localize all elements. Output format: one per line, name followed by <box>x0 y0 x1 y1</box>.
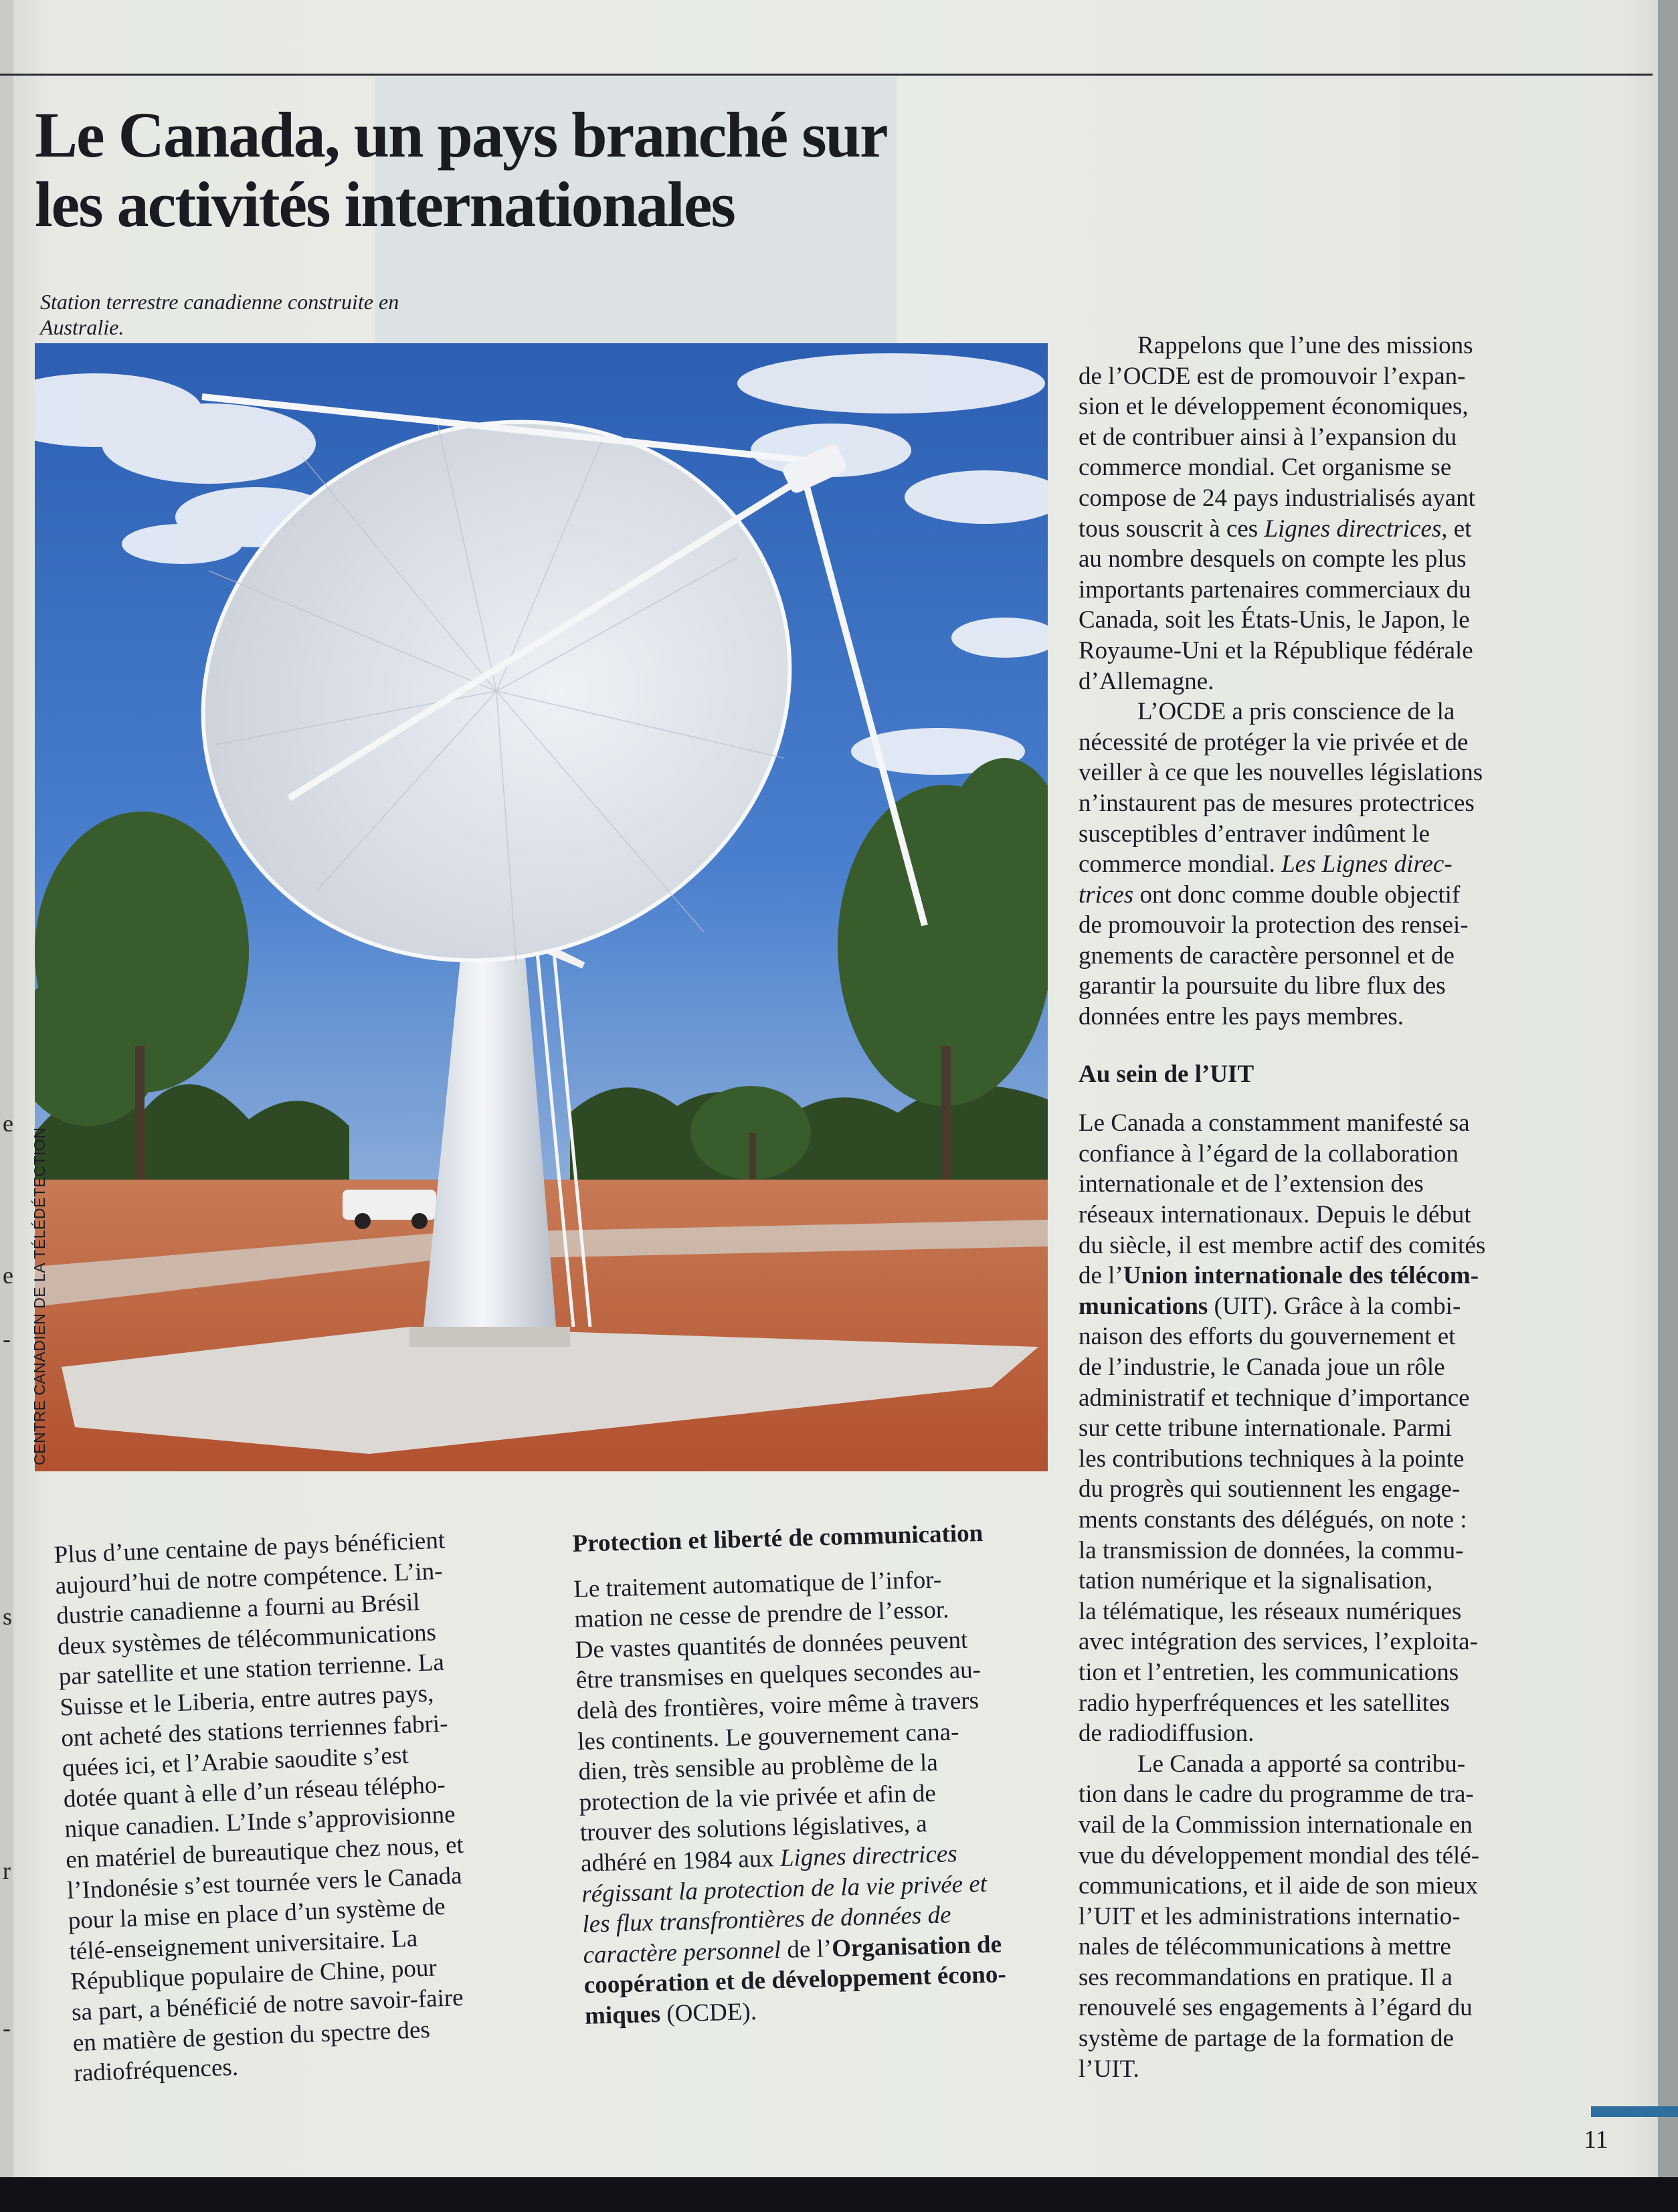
col3-line: communications, et il aide de son mieux <box>1079 1872 1479 1900</box>
col1-line: en matériel de bureautique chez nous, et <box>65 1831 464 1874</box>
col3-line: tation numérique et la signalisation, <box>1079 1567 1433 1595</box>
col3-italic: trices <box>1079 881 1134 909</box>
col1-line: télé-enseignement universitaire. La <box>68 1924 418 1966</box>
col3-text: commerce mondial. <box>1079 850 1282 879</box>
col2-bold: miques <box>584 2000 661 2030</box>
col2-line: De vastes quantités de données peuvent <box>575 1626 968 1664</box>
page: e e - s r - Le Canada, un pays branché sur les activités internationales Station terrestre canadienne construite en Australie. CENTRE CANADIEN DE LA TÉLÉDÉTECTION Plus d’une centaine de pays bénéficient aujourd’hui de notre compétence. L’in- dustrie canadienne a fourni au Brésil deux systèmes de télécommunications par satellite et une station terrienne. La Suisse et le Liberia, entre autres pays, ont acheté des stations terriennes fabri- quées ici, et l’Arabie saoudite s’est dotée quant à elle d’un réseau télépho- nique canadien. L’Inde s’approvisionne en matériel de bureautique chez nous, et l’Indonésie s’est tournée vers le Canada pour la mise en place d’un système de télé-enseignement universitaire. La République populaire de Chine, pour sa part, a bénéficié de notre savoir-faire en matière de gestion du spectre des radiofréquences. Protection et liberté de communication Le traitement automatique de l’infor- mation ne cesse de prendre de l’essor. De vastes quantités de données peuvent être transmises en quelques secondes au- delà des frontières, voire même à travers les continents. Le gouvernement cana- dien, très sensible au problème de la protection de la vie privée et afin de trouver des solutions législatives, a adhéré en 1984 aux Lignes directrices régissant la protection de la vie privée et les flux transfrontières de données de caractère personnel de l’Organisation de coopération et de développement écono- miques (OCDE). Rappelons que l’une des missions de l’OCDE est de promouvoir l’expan- sion et le développement économiques, et de contribuer ainsi à l’expansion du commerce mondial. Cet organisme se compose de 24 pays industrialisés ayant tous souscrit à ces Lignes directrices, et au nombre desquels on compte les plus importants partenaires commerciaux du Canada, soit les États-Unis, le Japon, le Royaume-Uni et la République fédérale d’Allemagne. L’OCDE a pris conscience de la nécessité de protéger la vie privée et de veiller à ce que les nouvelles législations n’instaurent pas de mesures protectrices susceptibles d’entraver indûment le commerce mondial. Les Lignes direc- trices ont donc comme double objectif de promouvoir la protection des rensei- gnements de caractère personnel et de garantir la poursuite du libre flux des données entre les pays membres. Au sein de l’UIT Le Canada a constamment manifesté sa confiance à l’égard de la collaboration internationale et de l’extension des réseaux internationaux. Depuis le début du siècle, il est membre actif des comités de l’Union internationale des télécom- munications (UIT). Grâce à la combi- naison des efforts du gouvernement et de l’industrie, le Canada joue un rôle administratif et technique d’importance sur cette tribune internationale. Parmi les contributions techniques à la pointe du progrès qui soutiennent les engage- ments constants des délégués, on note : la transmission de données, la commu- tation numérique et la signalisation, la télématique, les réseaux numériques avec intégration des services, l’exploita- tion et l’entretien, les communications radio hyperfréquences et les satellites de radiodiffusion. Le Canada a apporté sa contribu- tion dans le cadre du programme de tra- vail de la Commission internationale en vue du développement mondial des télé- communications, et il aide de son mieux l’UIT et les administrations internatio- nales de télécommunications à mettre ses recommandations en pratique. Il a renouvelé ses engagements à l’égard du système de partage de la formation de l’UIT. 11 <box>0 0 1678 2212</box>
col2-line: delà des frontières, voire même à travers <box>576 1687 980 1725</box>
col3-line: renouvelé ses engagements à l’égard du <box>1079 1994 1473 2022</box>
col1-line: nique canadien. L’Inde s’approvisionne <box>64 1801 456 1844</box>
section-heading-uit: Au sein de l’UIT <box>1079 1060 1254 1088</box>
col1-line: Plus d’une centaine de pays bénéficient <box>54 1526 446 1569</box>
col1-line: l’Indonésie s’est tournée vers le Canada <box>66 1861 463 1905</box>
col2-italic: régissant la protection de la vie privée et <box>581 1869 988 1908</box>
col3-line: importants partenaires commerciaux du <box>1079 575 1471 604</box>
col3-line: naison des efforts du gouvernement et <box>1079 1323 1456 1351</box>
col3-italic: Lignes directrices <box>1264 515 1442 543</box>
col3-line: nécessité de protéger la vie privée et de <box>1079 728 1469 756</box>
col3-line: L’OCDE a pris conscience de la <box>1137 698 1455 726</box>
col3-line: la transmission de données, la commu- <box>1079 1536 1464 1564</box>
col2-line: être transmises en quelques secondes au- <box>575 1656 982 1695</box>
col1-line: en matière de gestion du spectre des <box>72 2015 431 2057</box>
col3-line: confiance à l’égard de la collaboration <box>1079 1139 1459 1168</box>
col2-line: les continents. Le gouvernement cana- <box>577 1718 959 1756</box>
col3-line: gnements de caractère personnel et de <box>1079 941 1455 970</box>
col2-line: trouver des solutions législatives, a <box>579 1810 928 1847</box>
col2-line: dien, très sensible au problème de la <box>577 1748 939 1786</box>
title-line-1: Le Canada, un pays branché sur <box>35 99 887 171</box>
col3-line: de l’industrie, le Canada joue un rôle <box>1079 1354 1445 1381</box>
col3-line: Canada, soit les États-Unis, le Japon, le <box>1079 606 1470 634</box>
col3-text: tous souscrit à ces <box>1079 515 1265 543</box>
col3-line: internationale et de l’extension des <box>1079 1170 1424 1198</box>
col1-line: pour la mise en place d’un système de <box>68 1893 446 1935</box>
col3-line: sur cette tribune internationale. Parmi <box>1079 1414 1452 1443</box>
col3-line: ses recommandations en pratique. Il a <box>1079 1963 1453 1991</box>
col3-text: ont donc comme double objectif <box>1133 881 1461 909</box>
col3-line: Rappelons que l’une des missions <box>1137 332 1473 359</box>
col3-text: de l’ <box>1079 1262 1123 1290</box>
col3-line: vue du développement mondial des télé- <box>1079 1841 1480 1869</box>
col2-bold: coopération et de développement écono- <box>583 1960 1007 2000</box>
col1-line: radiofréquences. <box>73 2053 239 2088</box>
col3-line: nales de télécommunications à mettre <box>1079 1933 1451 1961</box>
col3-line: tion dans le cadre du programme de tra- <box>1079 1780 1474 1809</box>
col3-line <box>1079 514 1587 545</box>
col3-line: Le Canada a constamment manifesté sa <box>1079 1109 1470 1137</box>
col3-line: l’UIT et les administrations internatio- <box>1079 1902 1461 1930</box>
col2-bold: Organisation de <box>831 1930 1002 1962</box>
col3-line <box>1079 880 1587 911</box>
col2-italic: les flux transfrontières de données de <box>581 1901 951 1938</box>
section-heading-protection: Protection et liberté de communication <box>572 1519 984 1558</box>
col3-line <box>1079 1291 1587 1322</box>
col3-line: d’Allemagne. <box>1079 667 1214 695</box>
col1-line: République populaire de Chine, pour <box>70 1954 438 1996</box>
col3-line: n’instaurent pas de mesures protectrices <box>1079 789 1475 817</box>
col3-line: de radiodiffusion. <box>1079 1720 1254 1748</box>
photo-credit: CENTRE CANADIEN DE LA TÉLÉDÉTECTION <box>31 1127 48 1465</box>
column-2 <box>572 1516 1073 2031</box>
col2-line: Le traitement automatique de l’infor- <box>573 1566 942 1603</box>
col1-line: dustrie canadienne a fourni au Brésil <box>56 1588 421 1631</box>
col2-italic: Lignes directrices <box>779 1840 958 1872</box>
col3-line: la télématique, les réseaux numériques <box>1079 1597 1462 1625</box>
col2-text: adhéré en 1984 aux <box>580 1844 781 1877</box>
col1-line: aujourd’hui de notre compétence. L’in- <box>54 1557 444 1600</box>
col1-line: dotée quant à elle d’un réseau télépho- <box>63 1770 446 1813</box>
article-title <box>35 100 905 240</box>
page-accent-bar <box>1591 2106 1678 2117</box>
col3-line: veiller à ce que les nouvelles législations <box>1079 759 1483 787</box>
satellite-dish-photo <box>35 343 1048 1471</box>
col1-line: quées ici, et l’Arabie saoudite s’est <box>62 1742 409 1782</box>
photo-caption: Station terrestre canadienne construite en Australie. <box>40 290 399 339</box>
col2-text: de l’ <box>780 1934 832 1964</box>
col2-line: protection de la vie privée et afin de <box>579 1779 937 1817</box>
top-rule <box>0 74 1653 76</box>
col3-line: au nombre desquels on compte les plus <box>1079 545 1467 573</box>
col3-line: radio hyperfréquences et les satellites <box>1079 1689 1450 1717</box>
col3-bold: munications <box>1079 1292 1208 1320</box>
col3-line: données entre les pays membres. <box>1079 1003 1404 1031</box>
col2-line: mation ne cesse de prendre de l’essor. <box>574 1596 949 1634</box>
col3-line: du progrès qui soutiennent les engage- <box>1079 1475 1461 1503</box>
col3-line: administratif et technique d’importance <box>1079 1384 1470 1412</box>
col3-text: (UIT). Grâce à la combi- <box>1208 1292 1461 1320</box>
col3-line: et de contribuer ainsi à l’expansion du <box>1079 423 1457 451</box>
col3-line: garantir la poursuite du libre flux des <box>1079 972 1446 1000</box>
col2-text: (OCDE). <box>660 1997 757 2028</box>
column-1 <box>54 1522 556 2089</box>
col3-line: système de partage de la formation de <box>1079 2025 1454 2053</box>
col2-italic: caractère personnel <box>583 1936 781 1969</box>
col1-line: sa part, a bénéficié de notre savoir-faire <box>71 1983 464 2027</box>
col3-line: avec intégration des services, l’exploita- <box>1079 1628 1478 1656</box>
col3-line: de l’OCDE est de promouvoir l’expan- <box>1079 362 1466 390</box>
col3-line: tion et l’entretien, les communications <box>1079 1658 1459 1686</box>
title-line-2: les activités internationales <box>35 169 735 240</box>
col1-line: ont acheté des stations terriennes fabri- <box>60 1710 449 1752</box>
col3-line: de promouvoir la protection des rensei- <box>1079 911 1469 939</box>
right-page-edge <box>1658 0 1678 2212</box>
col1-line: deux systèmes de télécommunications <box>57 1618 437 1661</box>
col3-line: compose de 24 pays industrialisés ayant <box>1079 484 1475 512</box>
col3-line: ments constants des délégués, on note : <box>1079 1505 1467 1534</box>
col3-line: susceptibles d’entraver indûment le <box>1079 820 1430 848</box>
column-3 <box>1079 331 1587 2084</box>
col3-line: les contributions techniques à la pointe <box>1079 1445 1465 1473</box>
col3-text: , et <box>1441 515 1472 543</box>
col3-line: sion et le développement économiques, <box>1079 393 1469 421</box>
col3-line <box>1079 849 1587 880</box>
col3-bold: Union internationale des télécom- <box>1123 1262 1479 1290</box>
col1-line: Suisse et le Liberia, entre autres pays, <box>59 1679 434 1722</box>
col3-line: Royaume-Uni et la République fédérale <box>1079 636 1473 664</box>
col3-line: commerce mondial. Cet organisme se <box>1079 454 1452 482</box>
col1-line: par satellite et une station terrienne. La <box>58 1649 445 1691</box>
col3-line <box>1079 1261 1587 1291</box>
col3-line: du siècle, il est membre actif des comités <box>1079 1231 1486 1259</box>
col3-line: réseaux internationaux. Depuis le début <box>1079 1201 1471 1229</box>
page-number: 11 <box>1584 2126 1608 2154</box>
col3-line: vail de la Commission internationale en <box>1079 1811 1473 1839</box>
col3-italic: Les Lignes direc- <box>1281 850 1453 879</box>
col3-line: Le Canada a apporté sa contribu- <box>1137 1750 1466 1778</box>
col3-line: l’UIT. <box>1079 2055 1139 2083</box>
scan-bottom-edge <box>0 2177 1678 2212</box>
